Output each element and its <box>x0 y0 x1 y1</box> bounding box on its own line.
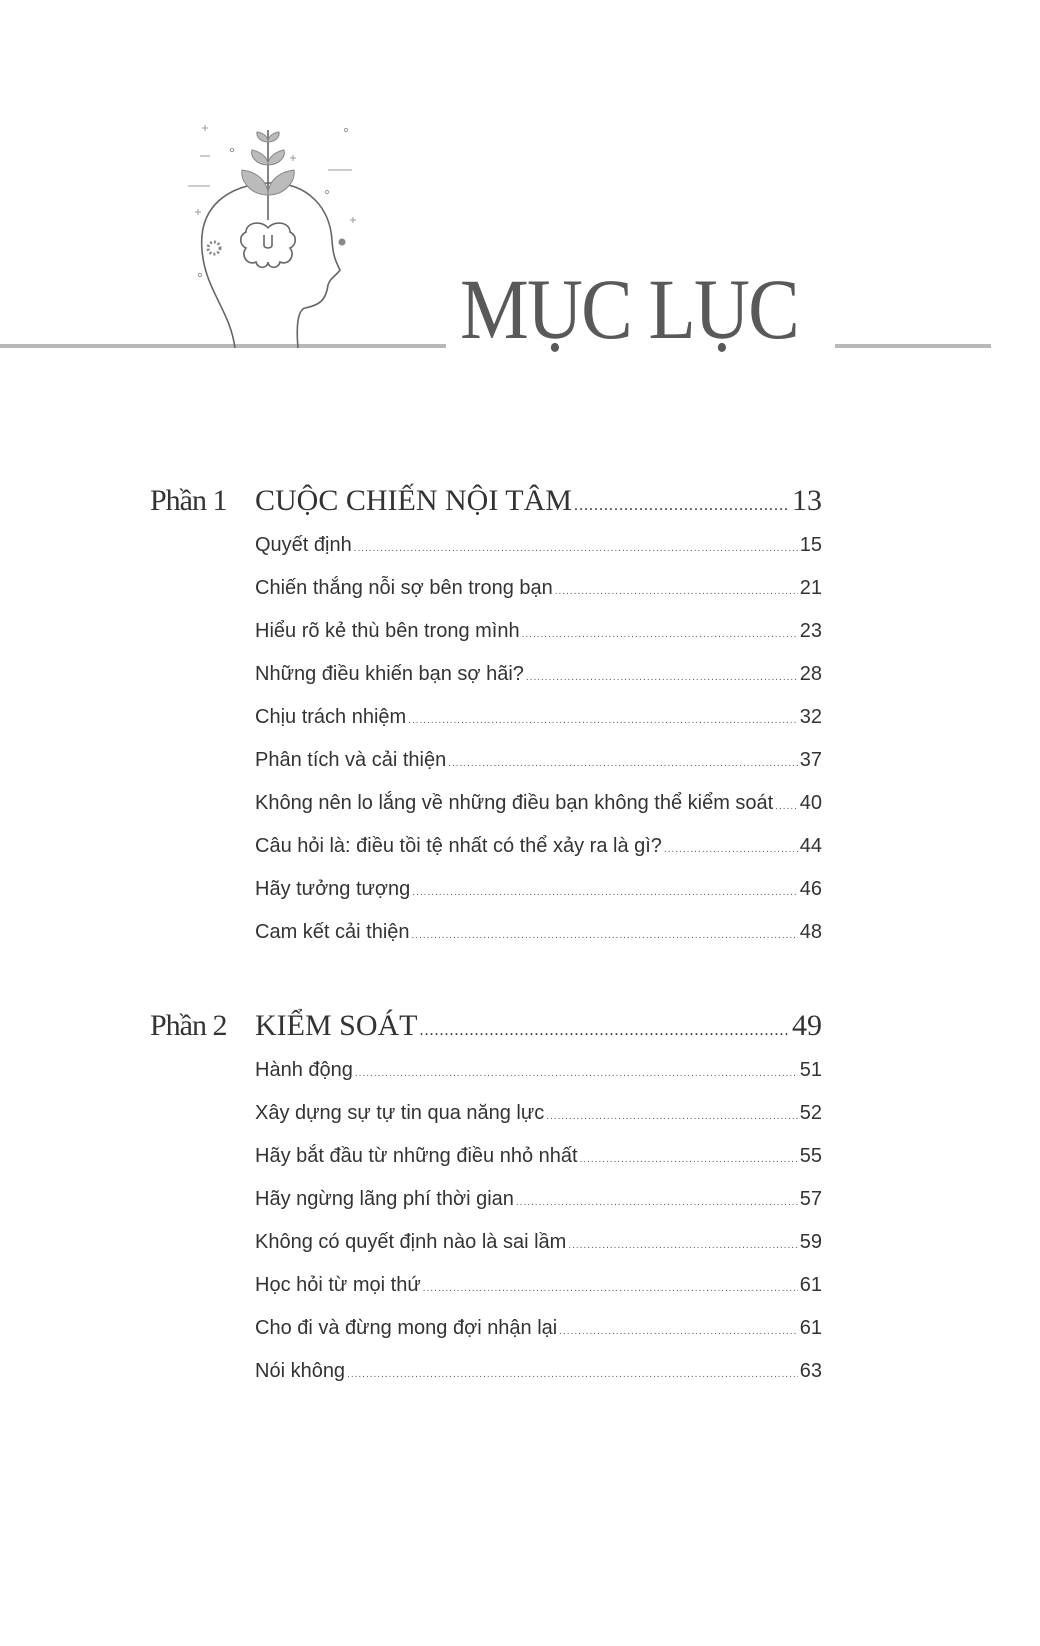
toc-entry[interactable] <box>255 577 822 620</box>
entry-page: 28 <box>799 663 822 685</box>
dot-leader <box>775 801 798 812</box>
entry-page: 32 <box>799 706 822 728</box>
part-label: Phần 1 <box>150 484 227 517</box>
entry-title: Học hỏi từ mọi thứ <box>255 1274 421 1296</box>
entry-page: 23 <box>799 620 822 642</box>
entry-title: Quyết định <box>255 534 352 556</box>
dot-leader <box>546 1111 797 1122</box>
toc-items <box>255 1059 822 1403</box>
entry-title: Chịu trách nhiệm <box>255 706 407 728</box>
dot-leader <box>580 1154 798 1165</box>
toc-entry[interactable] <box>255 749 822 792</box>
dot-leader <box>522 629 798 640</box>
entry-title: Hãy tưởng tượng <box>255 878 411 900</box>
entry-page: 21 <box>799 577 822 599</box>
dot-leader <box>420 1022 791 1040</box>
toc-part-1 <box>150 484 822 964</box>
entry-title: Câu hỏi là: điều tồi tệ nhất có thể xảy ra là gì? <box>255 835 662 857</box>
entry-title: Không có quyết định nào là sai lầm <box>255 1231 567 1253</box>
dot-leader <box>664 844 798 855</box>
entry-title: Phân tích và cải thiện <box>255 749 447 771</box>
header-rule-right <box>835 344 991 348</box>
dot-leader <box>412 887 797 898</box>
entry-page: 44 <box>799 835 822 857</box>
part-title: KIỂM SOÁT <box>255 1009 418 1042</box>
entry-page: 37 <box>799 749 822 771</box>
toc-entry[interactable] <box>255 706 822 749</box>
entry-page: 55 <box>799 1145 822 1167</box>
toc-items <box>255 534 822 964</box>
entry-title: Những điều khiến bạn sợ hãi? <box>255 663 524 685</box>
toc-entry[interactable] <box>255 663 822 706</box>
dot-leader <box>574 497 790 515</box>
toc-entry[interactable] <box>255 878 822 921</box>
toc-part-heading[interactable] <box>150 484 822 534</box>
dot-leader <box>412 930 798 941</box>
toc-entry[interactable] <box>255 1231 822 1274</box>
toc-entry[interactable] <box>255 835 822 878</box>
entry-page: 57 <box>799 1188 822 1210</box>
entry-page: 40 <box>799 792 822 814</box>
toc-entry[interactable] <box>255 1360 822 1403</box>
toc-entry[interactable] <box>255 1274 822 1317</box>
entry-title: Không nên lo lắng về những điều bạn không thể kiểm soát <box>255 792 774 814</box>
dot-leader <box>408 715 798 726</box>
toc-entry[interactable] <box>255 534 822 577</box>
part-label: Phần 2 <box>150 1009 227 1042</box>
toc-entry[interactable] <box>255 921 822 964</box>
entry-title: Hành động <box>255 1059 353 1081</box>
toc-part-2 <box>150 1009 822 1403</box>
entry-page: 51 <box>799 1059 822 1081</box>
toc-entry[interactable] <box>255 1102 822 1145</box>
toc-part-heading[interactable] <box>150 1009 822 1059</box>
part-page: 49 <box>792 1009 822 1042</box>
dot-leader <box>423 1283 798 1294</box>
entry-page: 48 <box>799 921 822 943</box>
dot-leader <box>354 543 798 554</box>
dot-leader <box>448 758 798 769</box>
entry-page: 63 <box>799 1360 822 1382</box>
entry-page: 61 <box>799 1317 822 1339</box>
page-title: MỤC LỤC <box>460 261 798 357</box>
entry-page: 61 <box>799 1274 822 1296</box>
entry-title: Nói không <box>255 1360 346 1382</box>
entry-page: 52 <box>799 1102 822 1124</box>
part-title: CUỘC CHIẾN NỘI TÂM <box>255 484 572 517</box>
toc-entry[interactable] <box>255 1188 822 1231</box>
entry-title: Hãy ngừng lãng phí thời gian <box>255 1188 514 1210</box>
dot-leader <box>355 1068 798 1079</box>
entry-title: Hiểu rõ kẻ thù bên trong mình <box>255 620 520 642</box>
part-page: 13 <box>792 484 822 517</box>
toc-entry[interactable] <box>255 620 822 663</box>
entry-title: Chiến thắng nỗi sợ bên trong bạn <box>255 577 553 599</box>
toc-entry[interactable] <box>255 1145 822 1188</box>
entry-page: 15 <box>799 534 822 556</box>
toc-entry[interactable] <box>255 792 822 835</box>
head-plant-illustration-icon <box>180 120 380 350</box>
toc-entry[interactable] <box>255 1059 822 1102</box>
entry-page: 46 <box>799 878 822 900</box>
dot-leader <box>559 1326 798 1337</box>
dot-leader <box>526 672 798 683</box>
entry-page: 59 <box>799 1231 822 1253</box>
entry-title: Hãy bắt đầu từ những điều nhỏ nhất <box>255 1145 578 1167</box>
entry-title: Cho đi và đừng mong đợi nhận lại <box>255 1317 558 1339</box>
dot-leader <box>568 1240 797 1251</box>
toc-entry[interactable] <box>255 1317 822 1360</box>
entry-title: Cam kết cải thiện <box>255 921 410 943</box>
entry-title: Xây dựng sự tự tin qua năng lực <box>255 1102 545 1124</box>
dot-leader <box>516 1197 798 1208</box>
dot-leader <box>555 586 798 597</box>
dot-leader <box>347 1369 798 1380</box>
